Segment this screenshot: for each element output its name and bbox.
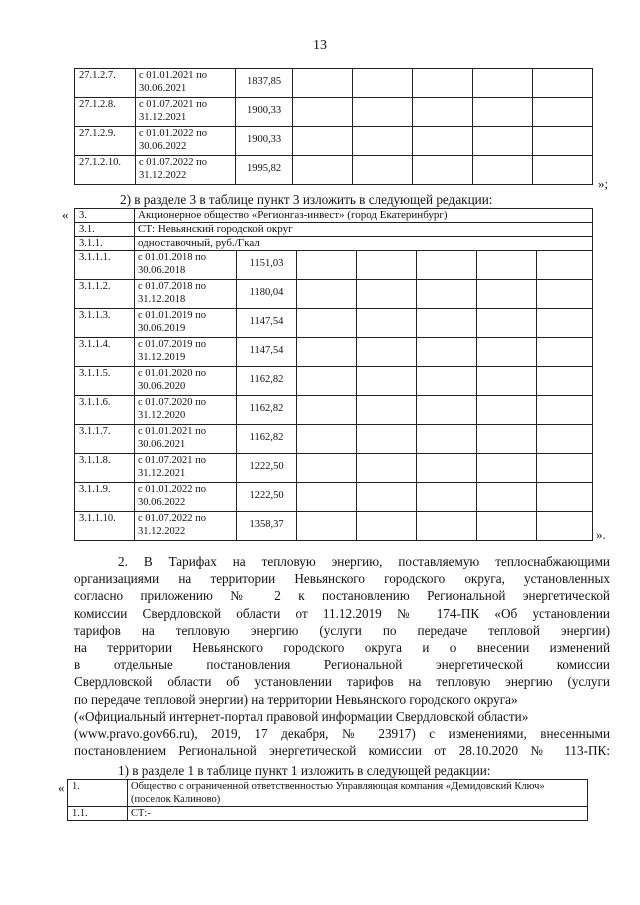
table-row: [75, 309, 593, 338]
empty-cell: [533, 127, 593, 156]
empty-cell: [417, 483, 477, 512]
empty-cell: [537, 512, 593, 541]
empty-cell: [477, 396, 537, 425]
row-period: с 01.07.2019 по 31.12.2019: [135, 338, 237, 367]
empty-cell: [357, 454, 417, 483]
header-text: одноставочный, руб./Гкал: [135, 237, 593, 251]
empty-cell: [293, 127, 353, 156]
empty-cell: [297, 396, 357, 425]
paragraph-line: комиссии Свердловской области от 11.12.2019 № 174-ПК «Об установлении: [74, 605, 610, 621]
paragraph-line: в отдельные постановления Региональной энергетической комиссии: [74, 657, 610, 673]
empty-cell: [357, 309, 417, 338]
table-row: [75, 98, 593, 127]
empty-cell: [477, 483, 537, 512]
empty-cell: [537, 454, 593, 483]
row-code: 3.1.1.1.: [75, 251, 135, 280]
paragraph-line: на территории Невьянского городского округа и о внесении изменений: [74, 640, 610, 655]
empty-cell: [537, 251, 593, 280]
empty-cell: [357, 425, 417, 454]
row-code: 27.1.2.7.: [75, 69, 136, 98]
empty-cell: [357, 512, 417, 541]
row-period: с 01.01.2018 по 30.06.2018: [135, 251, 237, 280]
row-period: с 01.07.2018 по 31.12.2018: [135, 280, 237, 309]
row-period: с 01.01.2021 по 30.06.2021: [135, 425, 237, 454]
row-code: 3.1.1.5.: [75, 367, 135, 396]
table-row: [68, 780, 588, 807]
empty-cell: [533, 69, 593, 98]
row-period: с 01.01.2021 по 30.06.2021: [136, 69, 236, 98]
table-row: [75, 280, 593, 309]
row-value: 1162,82: [237, 367, 297, 396]
row-value: 1900,33: [236, 98, 293, 127]
empty-cell: [297, 512, 357, 541]
empty-cell: [537, 338, 593, 367]
row-value: 1222,50: [237, 454, 297, 483]
row-value: 1147,54: [237, 338, 297, 367]
empty-cell: [477, 309, 537, 338]
table2-close-quote: ».: [596, 527, 606, 542]
empty-cell: [353, 127, 413, 156]
row-value: 1180,04: [237, 280, 297, 309]
empty-cell: [417, 367, 477, 396]
empty-cell: [353, 69, 413, 98]
row-period: с 01.01.2022 по 30.06.2022: [135, 483, 237, 512]
table-row: [75, 425, 593, 454]
empty-cell: [413, 69, 473, 98]
empty-cell: [413, 98, 473, 127]
empty-cell: [537, 367, 593, 396]
empty-cell: [417, 425, 477, 454]
paragraph-line: 2. В Тарифах на тепловую энергию, поставляемую теплоснабжающими: [118, 554, 610, 569]
empty-cell: [537, 425, 593, 454]
table2-open-quote: «: [62, 207, 69, 222]
empty-cell: [417, 280, 477, 309]
header-text: СТ: Невьянский городской округ: [135, 223, 593, 237]
empty-cell: [537, 396, 593, 425]
empty-cell: [297, 280, 357, 309]
empty-cell: [417, 512, 477, 541]
empty-cell: [417, 454, 477, 483]
table-row: [75, 367, 593, 396]
empty-cell: [297, 454, 357, 483]
empty-cell: [357, 338, 417, 367]
table-row: [75, 454, 593, 483]
row-code: 3.1.1.8.: [75, 454, 135, 483]
empty-cell: [357, 280, 417, 309]
table-row: [75, 156, 593, 185]
empty-cell: [357, 251, 417, 280]
paragraph-line: постановлением Региональной энергетической комиссии от 28.10.2020 № 113-ПК:: [74, 743, 610, 759]
empty-cell: [293, 69, 353, 98]
row-code: 3.1.1.6.: [75, 396, 135, 425]
row-code: 3.1.1.4.: [75, 338, 135, 367]
header-code: 3.: [75, 209, 135, 223]
row-text: Общество с ограниченной ответственностью Управляющая компания «Демидовский Ключ» (поселок Калиново): [128, 780, 588, 807]
row-code: 27.1.2.10.: [75, 156, 136, 185]
empty-cell: [413, 127, 473, 156]
empty-cell: [537, 309, 593, 338]
row-code: 3.1.1.10.: [75, 512, 135, 541]
row-value: 1837,85: [236, 69, 293, 98]
table-row: [75, 338, 593, 367]
table3-open-quote: «: [58, 780, 65, 795]
tariff-table-continued: [74, 68, 593, 185]
row-period: с 01.07.2020 по 31.12.2020: [135, 396, 237, 425]
paragraph-line: Свердловской области об установлении тарифов на тепловую энергию (услуги: [74, 674, 610, 690]
empty-cell: [413, 156, 473, 185]
row-code: 27.1.2.9.: [75, 127, 136, 156]
row-period: с 01.07.2022 по 31.12.2022: [135, 512, 237, 541]
row-value: 1222,50: [237, 483, 297, 512]
row-value: 1358,37: [237, 512, 297, 541]
empty-cell: [477, 425, 537, 454]
paragraph-line: согласно приложению № 2 к постановлению Региональной энергетической: [74, 588, 610, 604]
table-row: [75, 69, 593, 98]
empty-cell: [533, 156, 593, 185]
table-row: [75, 396, 593, 425]
row-code: 3.1.1.3.: [75, 309, 135, 338]
header-code: 3.1.: [75, 223, 135, 237]
paragraph-line: («Официальный интернет-портал правовой информации Свердловской области»: [74, 708, 529, 724]
table-header-row: [75, 209, 593, 223]
tariff-table-section-3: [74, 208, 593, 541]
row-period: с 01.07.2022 по 31.12.2022: [136, 156, 236, 185]
empty-cell: [353, 156, 413, 185]
row-period: с 01.07.2021 по 31.12.2021: [135, 454, 237, 483]
empty-cell: [477, 251, 537, 280]
table-header-row: [75, 223, 593, 237]
empty-cell: [473, 127, 533, 156]
row-code: 3.1.1.7.: [75, 425, 135, 454]
row-value: 1147,54: [237, 309, 297, 338]
instruction-section-1: 1) в разделе 1 в таблице пункт 1 изложить в следующей редакции:: [118, 763, 491, 778]
header-code: 3.1.1.: [75, 237, 135, 251]
row-code: 3.1.1.9.: [75, 483, 135, 512]
row-code: 27.1.2.8.: [75, 98, 136, 127]
row-period: с 01.01.2020 по 30.06.2020: [135, 367, 237, 396]
row-value: 1995,82: [236, 156, 293, 185]
empty-cell: [477, 367, 537, 396]
row-code: 1.: [68, 780, 128, 807]
empty-cell: [477, 454, 537, 483]
page-number: 13: [313, 38, 327, 53]
empty-cell: [473, 98, 533, 127]
instruction-section-3: 2) в разделе 3 в таблице пункт 3 изложить в следующей редакции:: [120, 192, 493, 207]
empty-cell: [477, 280, 537, 309]
row-code: 1.1.: [68, 807, 128, 821]
empty-cell: [417, 338, 477, 367]
row-text: СТ:-: [128, 807, 588, 821]
row-code: 3.1.1.2.: [75, 280, 135, 309]
organization-table-section-1: [67, 779, 588, 821]
empty-cell: [353, 98, 413, 127]
empty-cell: [417, 309, 477, 338]
row-value: 1162,82: [237, 425, 297, 454]
row-value: 1151,03: [237, 251, 297, 280]
paragraph-line: (www.pravo.gov66.ru), 2019, 17 декабря, № 23917) с изменениями, внесенными: [74, 726, 610, 741]
empty-cell: [473, 156, 533, 185]
empty-cell: [293, 156, 353, 185]
empty-cell: [473, 69, 533, 98]
empty-cell: [293, 98, 353, 127]
empty-cell: [297, 425, 357, 454]
empty-cell: [477, 338, 537, 367]
paragraph-line: по передаче тепловой энергии) на территории Невьянского городского округа»: [74, 691, 518, 707]
empty-cell: [297, 483, 357, 512]
paragraph-line: тарифов на тепловую энергию (услуги по передаче тепловой энергии): [74, 622, 610, 638]
row-period: с 01.07.2021 по 31.12.2021: [136, 98, 236, 127]
empty-cell: [297, 367, 357, 396]
empty-cell: [357, 367, 417, 396]
empty-cell: [297, 309, 357, 338]
empty-cell: [477, 512, 537, 541]
row-period: с 01.01.2022 по 30.06.2022: [136, 127, 236, 156]
table-row: [75, 483, 593, 512]
empty-cell: [417, 251, 477, 280]
table1-close-quote: »;: [598, 176, 609, 191]
table-row: [75, 512, 593, 541]
row-period: с 01.01.2019 по 30.06.2019: [135, 309, 237, 338]
empty-cell: [537, 280, 593, 309]
row-value: 1162,82: [237, 396, 297, 425]
empty-cell: [357, 483, 417, 512]
header-text: Акционерное общество «Регионгаз-инвест» (город Екатеринбург): [135, 209, 593, 223]
empty-cell: [533, 98, 593, 127]
table-header-row: [75, 237, 593, 251]
paragraph-line: организациями на территории Невьянского городского округа, установленных: [74, 571, 610, 587]
empty-cell: [537, 483, 593, 512]
table-row: [75, 127, 593, 156]
empty-cell: [417, 396, 477, 425]
table-row: [68, 807, 588, 821]
table-row: [75, 251, 593, 280]
empty-cell: [357, 396, 417, 425]
empty-cell: [297, 338, 357, 367]
empty-cell: [297, 251, 357, 280]
row-value: 1900,33: [236, 127, 293, 156]
